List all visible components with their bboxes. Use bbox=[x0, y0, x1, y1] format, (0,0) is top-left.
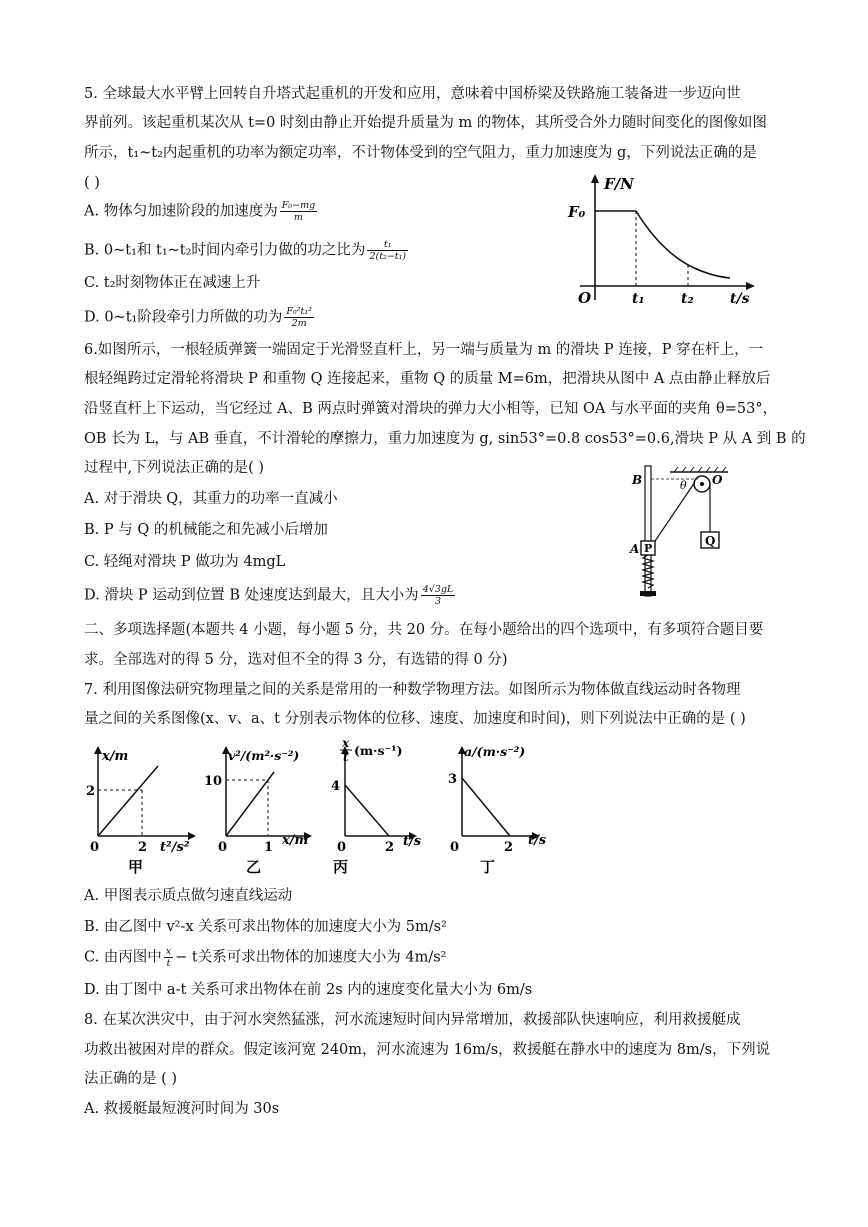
section-2-heading-line-2: 求。全部选对的得 5 分，选对但不全的得 3 分，有选错的得 0 分) bbox=[84, 652, 508, 668]
q5-stem-line-4: ( ) bbox=[84, 175, 100, 191]
q5-option-a-text: A. 物体匀加速阶段的加速度为 bbox=[84, 203, 278, 220]
q5-option-a[interactable] bbox=[84, 200, 319, 223]
svg-text:丙: 丙 bbox=[333, 858, 349, 876]
svg-text:x: x bbox=[342, 736, 350, 750]
svg-text:2: 2 bbox=[86, 784, 96, 799]
q6-label-a: A bbox=[630, 542, 640, 556]
q7-yi-line bbox=[226, 772, 274, 836]
q5-option-b-fraction: $\frac{\text{t₁}}{\text{2(t₂−t₁)}}$ bbox=[369, 239, 407, 262]
svg-text:0: 0 bbox=[218, 840, 228, 855]
q8-stem-line-2: 功救出被困对岸的群众。假定该河宽 240m，河水流速为 16m/s，救援艇在静水中的速度为 8m/s，下列说 bbox=[84, 1042, 771, 1058]
q5-force-time-graph bbox=[560, 170, 760, 310]
q5-graph-t2: t₂ bbox=[681, 291, 694, 307]
q7-option-c-pre: C. 由丙图中 bbox=[84, 949, 162, 966]
q7-graph-jia bbox=[84, 740, 204, 880]
svg-text:甲: 甲 bbox=[128, 858, 144, 876]
q8-stem-line-3: 法正确的是 ( ) bbox=[84, 1071, 178, 1087]
svg-text:t: t bbox=[343, 750, 349, 764]
q5-stem-line-2: 界前列。该起重机某次从 t=0 时刻由静止开始提升质量为 m 的物体，其所受合外力随时间变化的图像如图 bbox=[84, 115, 767, 131]
q5-graph-curve bbox=[636, 211, 730, 278]
q6-label-b: B bbox=[632, 473, 643, 487]
q6-stem-line-4: OB 长为 L，与 AB 垂直，不计滑轮的摩擦力，重力加速度为 g, sin53°=0.8 cos53°=0.6,滑块 P 从 A 到 B 的 bbox=[84, 431, 806, 447]
q6-option-d-fraction: $\frac{4√3gL}{3}$ bbox=[422, 584, 454, 607]
q5-option-d-text: D. 0~t₁阶段牵引力所做的功为 bbox=[84, 309, 283, 326]
q5-option-c[interactable]: C. t₂时刻物体正在减速上升 bbox=[84, 275, 261, 291]
q6-label-p: P bbox=[644, 542, 653, 555]
svg-text:2: 2 bbox=[138, 840, 148, 855]
svg-text:0: 0 bbox=[450, 840, 460, 855]
q6-option-d-text: D. 滑块 P 运动到位置 B 处速度达到最大，且大小为 bbox=[84, 587, 419, 604]
q8-option-a[interactable]: A. 救援艇最短渡河时间为 30s bbox=[84, 1101, 280, 1117]
svg-text:2: 2 bbox=[385, 840, 395, 855]
q6-stem-line-5: 过程中,下列说法正确的是( ) bbox=[84, 460, 265, 476]
q8-stem-line-1: 8. 在某次洪灾中，由于河水突然猛涨，河水流速短时间内异常增加，救援部队快速响应，利用救援艇成 bbox=[84, 1012, 741, 1028]
svg-text:4: 4 bbox=[331, 779, 341, 794]
svg-text:10: 10 bbox=[204, 774, 223, 789]
svg-text:1: 1 bbox=[264, 840, 274, 855]
svg-text:x/m: x/m bbox=[102, 749, 129, 764]
q7-graph-yi bbox=[200, 740, 330, 880]
svg-text:乙: 乙 bbox=[246, 858, 262, 876]
q7-option-b[interactable]: B. 由乙图中 v²-x 关系可求出物体的加速度大小为 5m/s² bbox=[84, 919, 447, 935]
svg-text:0: 0 bbox=[90, 840, 100, 855]
q5-option-b-text: B. 0~t₁和 t₁~t₂时间内牵引力做的功之比为 bbox=[84, 242, 366, 259]
svg-text:a/(m·s⁻²): a/(m·s⁻²) bbox=[464, 744, 526, 759]
q5-graph-origin: O bbox=[578, 289, 592, 307]
q7-bing-line bbox=[345, 785, 389, 836]
q7-option-c-fraction: $\frac{x}{t}$ bbox=[165, 946, 172, 969]
q5-stem-line-1: 5. 全球最大水平臂上回转自升塔式起重机的开发和应用，意味着中国桥梁及铁路施工装备进一步迈向世 bbox=[84, 86, 741, 102]
q7-stem-line-1: 7. 利用图像法研究物理量之间的关系是常用的一种数学物理方法。如图所示为物体做直线运动时各物理 bbox=[84, 682, 741, 698]
svg-text:3: 3 bbox=[448, 772, 458, 787]
q7-option-c-post: − t关系可求出物体的加速度大小为 4m/s² bbox=[175, 949, 447, 966]
q6-option-d[interactable] bbox=[84, 584, 457, 607]
q6-pulley-figure bbox=[622, 462, 732, 602]
q6-stem-line-1: 6.如图所示，一根轻质弹簧一端固定于光滑竖直杆上，另一端与质量为 m 的滑块 P 连接，P 穿在杆上，一 bbox=[84, 342, 764, 358]
q7-graph-bing bbox=[325, 735, 435, 880]
section-2-heading-line-1: 二、多项选择题(本题共 4 小题，每小题 5 分，共 20 分。在每小题给出的四个选项中，有多项符合题目要 bbox=[84, 622, 764, 638]
svg-text:2: 2 bbox=[504, 840, 514, 855]
q5-option-b[interactable] bbox=[84, 239, 410, 262]
q5-graph-ylabel: F/N bbox=[604, 175, 634, 193]
q7-option-d[interactable]: D. 由丁图中 a-t 关系可求出物体在前 2s 内的速度变化量大小为 6m/s bbox=[84, 982, 533, 998]
q6-label-theta: θ bbox=[680, 479, 687, 492]
q5-option-d-fraction: $\frac{\text{F₀²t₁²}}{2m}$ bbox=[286, 306, 312, 329]
q7-jia-line bbox=[98, 766, 158, 836]
q6-option-a[interactable]: A. 对于滑块 Q，其重力的功率一直减小 bbox=[84, 491, 338, 507]
q7-graph-ding bbox=[440, 740, 565, 880]
q6-label-o: O bbox=[712, 473, 723, 487]
q5-option-d[interactable] bbox=[84, 306, 316, 329]
q6-option-b[interactable]: B. P 与 Q 的机械能之和先减小后增加 bbox=[84, 522, 328, 538]
q6-stem-line-3: 沿竖直杆上下运动，当它经过 A、B 两点时弹簧对滑块的弹力大小相等，已知 OA 与水平面的夹角 θ=53°， bbox=[84, 401, 778, 417]
q5-stem-line-3: 所示，t₁~t₂内起重机的功率为额定功率，不计物体受到的空气阻力，重力加速度为 g，下列说法正确的是 bbox=[84, 145, 757, 161]
svg-text:(m·s⁻¹): (m·s⁻¹) bbox=[354, 743, 403, 758]
q7-stem-line-2: 量之间的关系图像(x、v、a、t 分别表示物体的位移、速度、加速度和时间)，则下列说法中正确的是 ( ) bbox=[84, 711, 746, 727]
svg-text:0: 0 bbox=[337, 840, 347, 855]
q7-option-c[interactable] bbox=[84, 946, 446, 969]
svg-text:t/s: t/s bbox=[403, 834, 422, 849]
svg-text:v²/(m²·s⁻²): v²/(m²·s⁻²) bbox=[228, 748, 300, 763]
q6-label-q: Q bbox=[705, 534, 716, 548]
q6-option-c[interactable]: C. 轻绳对滑块 P 做功为 4mgL bbox=[84, 554, 286, 570]
q7-option-a[interactable]: A. 甲图表示质点做匀速直线运动 bbox=[84, 888, 293, 904]
q6-rope-to-p bbox=[651, 482, 695, 547]
q6-stem-line-2: 根轻绳跨过定滑轮将滑块 P 和重物 Q 连接起来，重物 Q 的质量 M=6m，把滑块从图中 A 点由静止释放后 bbox=[84, 371, 771, 387]
svg-text:丁: 丁 bbox=[480, 858, 496, 876]
q5-option-a-fraction: $\frac{\text{F₀−mg}}{m}$ bbox=[281, 200, 316, 223]
svg-text:t²/s²: t²/s² bbox=[160, 840, 190, 855]
svg-text:x/m: x/m bbox=[282, 833, 309, 848]
q5-graph-t1: t₁ bbox=[632, 291, 645, 307]
q7-ding-line bbox=[462, 778, 510, 836]
svg-text:t/s: t/s bbox=[528, 833, 547, 848]
q5-graph-xlabel: t/s bbox=[730, 291, 750, 307]
q5-graph-f0-label: F₀ bbox=[568, 203, 586, 221]
